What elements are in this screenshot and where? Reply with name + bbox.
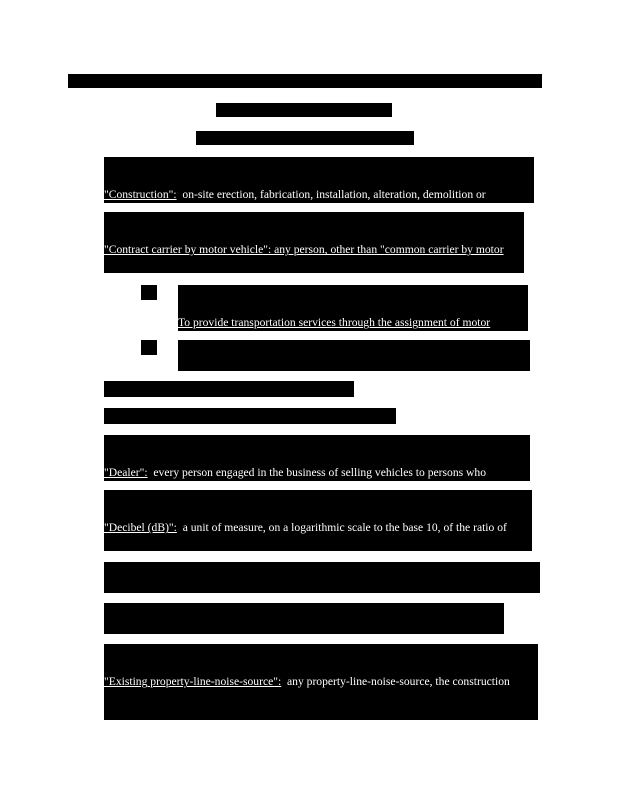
list-item	[178, 340, 530, 371]
definition-daytime-hours	[104, 381, 354, 397]
definition-term: "Decibel (dB)":	[104, 521, 177, 535]
list-item-label	[141, 340, 157, 355]
definition-dba	[104, 408, 396, 424]
definition-term: "Existing property-line-noise-source":	[104, 675, 282, 689]
definition-contract-carrier: "Contract carrier by motor vehicle": any person, other than "common carrier by motor	[104, 212, 524, 273]
definition-dealer: "Dealer": every person engaged in the business of selling vehicles to persons who	[104, 435, 530, 481]
register-header	[68, 74, 542, 88]
definition-exhaust-system	[104, 603, 504, 634]
definition-discrete-tone	[104, 562, 540, 593]
list-item-label	[141, 285, 157, 300]
definition-term: "Construction":	[104, 188, 177, 202]
definition-decibel: "Decibel (dB)": a unit of measure, on a logarithmic scale to the base 10, of the ratio of	[104, 490, 532, 551]
notice-header	[196, 131, 414, 145]
definition-term: "Dealer":	[104, 466, 148, 480]
agency-header	[216, 103, 392, 117]
definition-construction: "Construction": on-site erection, fabrication, installation, alteration, demolition or	[104, 157, 534, 203]
definition-existing-source: "Existing property-line-noise-source": any property-line-noise-source, the construction	[104, 644, 538, 720]
list-item: To provide transportation services through the assignment of motor	[178, 285, 528, 331]
